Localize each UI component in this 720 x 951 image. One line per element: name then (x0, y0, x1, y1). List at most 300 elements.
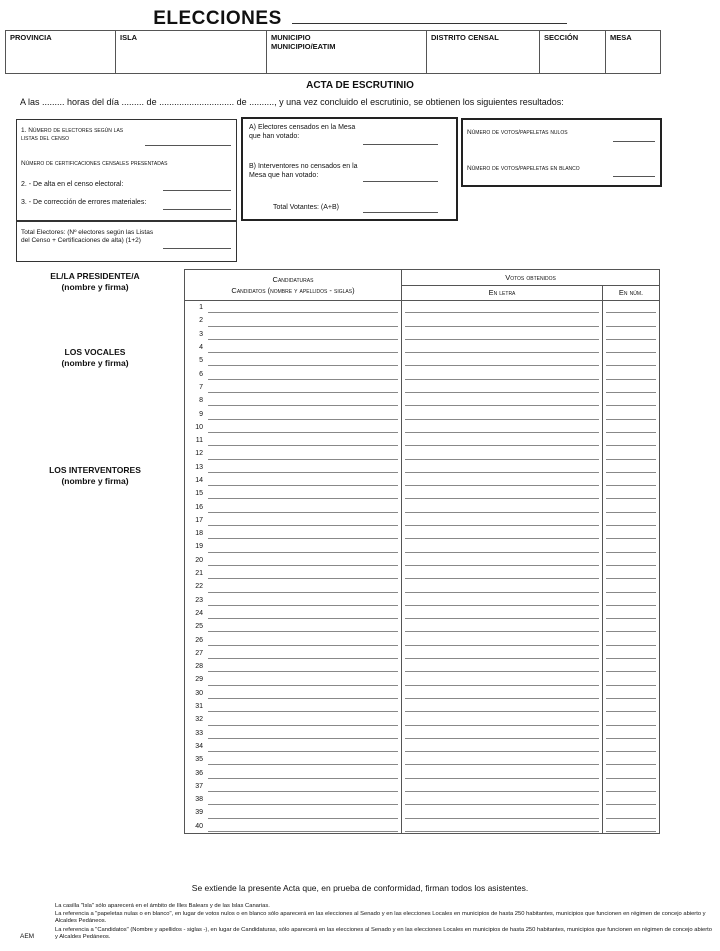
fill-line (405, 352, 599, 353)
fill-line (606, 658, 656, 659)
fill-line (606, 698, 656, 699)
votes-letter-field[interactable] (402, 793, 603, 806)
candidate-field[interactable] (205, 314, 402, 327)
row-number: 37 (185, 780, 206, 793)
fill-line (405, 685, 599, 686)
fill-line (606, 578, 656, 579)
candidate-field[interactable] (205, 580, 402, 593)
votes-number-field[interactable] (603, 687, 660, 700)
fill-line (208, 831, 398, 832)
candidate-field[interactable] (205, 687, 402, 700)
electores-box (16, 119, 237, 221)
votes-letter-field[interactable] (402, 633, 603, 646)
row-number: 30 (185, 687, 206, 700)
fill-line (208, 685, 398, 686)
row-number: 27 (185, 647, 206, 660)
votes-number-field[interactable] (603, 394, 660, 407)
candidate-field[interactable] (205, 607, 402, 620)
row-number: 3 (185, 328, 206, 341)
votes-number-field[interactable] (603, 554, 660, 567)
candidate-field[interactable] (205, 633, 402, 646)
votes-number-field[interactable] (603, 461, 660, 474)
candidate-field[interactable] (205, 301, 402, 315)
row-number: 17 (185, 514, 206, 527)
table-row (185, 567, 660, 580)
candidate-field[interactable] (205, 354, 402, 367)
votes-letter-field[interactable] (402, 567, 603, 580)
votes-letter-field[interactable] (402, 727, 603, 740)
fill-line (208, 778, 398, 779)
votes-letter-field[interactable] (402, 328, 603, 341)
fill-line (405, 552, 599, 553)
votes-letter-field[interactable] (402, 766, 603, 779)
votes-letter-field[interactable] (402, 580, 603, 593)
votes-letter-field[interactable] (402, 367, 603, 380)
votes-number-field[interactable] (603, 434, 660, 447)
blanco-label: Número de votos/papeletas en blanco (467, 165, 580, 172)
nulos-field[interactable] (613, 141, 655, 142)
votes-letter-field[interactable] (402, 540, 603, 553)
votes-number-field[interactable] (603, 500, 660, 513)
fill-line (208, 432, 398, 433)
fill-line (208, 711, 398, 712)
fill-line (208, 498, 398, 499)
candidate-field[interactable] (205, 527, 402, 540)
votes-number-field[interactable] (603, 381, 660, 394)
fill-line (208, 791, 398, 792)
fill-line (606, 352, 656, 353)
votes-number-field[interactable] (603, 328, 660, 341)
seccion-label: SECCIÓN (544, 33, 579, 42)
total-electores-box (16, 221, 237, 262)
votes-number-field[interactable] (603, 780, 660, 793)
votes-number-field[interactable] (603, 514, 660, 527)
candidate-field[interactable] (205, 500, 402, 513)
fill-line (208, 525, 398, 526)
votes-number-field[interactable] (603, 474, 660, 487)
votes-number-field[interactable] (603, 793, 660, 806)
fill-line (208, 312, 398, 313)
table-row (185, 301, 660, 315)
fill-line (405, 525, 599, 526)
votes-letter-field[interactable] (402, 514, 603, 527)
table-row (185, 407, 660, 420)
blanco-field[interactable] (613, 176, 655, 177)
intro-text: A las ......... horas del día ......... de .............................. de .........., y una vez concluido el escrutinio, se obtienen los siguientes resultados: (20, 97, 564, 107)
table-row (185, 727, 660, 740)
fill-line (405, 658, 599, 659)
fill-line (208, 339, 398, 340)
votes-letter-field[interactable] (402, 407, 603, 420)
fill-line (208, 725, 398, 726)
row-number: 16 (185, 500, 206, 513)
votes-number-field[interactable] (603, 753, 660, 766)
fill-line (606, 392, 656, 393)
candidate-field[interactable] (205, 487, 402, 500)
vocales-signature[interactable] (15, 347, 175, 369)
isla-label: ISLA (120, 33, 138, 42)
fill-line (405, 711, 599, 712)
table-row (185, 806, 660, 819)
fill-line (208, 405, 398, 406)
electores-censo-label: 1. Número de electores según las listas del censo (21, 127, 124, 142)
table-row (185, 514, 660, 527)
candidate-field[interactable] (205, 647, 402, 660)
fill-line (405, 432, 599, 433)
votes-number-field[interactable] (603, 527, 660, 540)
presidente-sublabel: (nombre y firma) (61, 282, 129, 292)
candidaturas-table (184, 269, 660, 834)
interventores-signature[interactable] (15, 465, 175, 487)
fill-line (405, 698, 599, 699)
table-row (185, 500, 660, 513)
candidate-field[interactable] (205, 740, 402, 753)
candidate-field[interactable] (205, 660, 402, 673)
row-number: 21 (185, 567, 206, 580)
candidate-field[interactable] (205, 461, 402, 474)
candidate-field[interactable] (205, 514, 402, 527)
votes-number-field[interactable] (603, 673, 660, 686)
candidate-field[interactable] (205, 367, 402, 380)
fill-line (208, 631, 398, 632)
fill-line (208, 512, 398, 513)
votes-number-field[interactable] (603, 633, 660, 646)
nulos-blanco-box (461, 118, 662, 187)
fill-line (606, 419, 656, 420)
fill-line (606, 326, 656, 327)
table-row (185, 341, 660, 354)
votes-letter-field[interactable] (402, 461, 603, 474)
votes-letter-field[interactable] (402, 820, 603, 834)
votes-letter-field[interactable] (402, 341, 603, 354)
votes-number-field[interactable] (603, 700, 660, 713)
fill-line (208, 698, 398, 699)
fill-line (405, 405, 599, 406)
fill-line (405, 725, 599, 726)
table-row (185, 314, 660, 327)
fill-line (606, 592, 656, 593)
fill-line (208, 419, 398, 420)
fill-line (606, 778, 656, 779)
mesa-cell[interactable] (606, 31, 661, 74)
row-number: 8 (185, 394, 206, 407)
fill-line (606, 538, 656, 539)
fill-line (405, 618, 599, 619)
fill-line (405, 472, 599, 473)
candidate-field[interactable] (205, 381, 402, 394)
fill-line (208, 764, 398, 765)
fill-line (405, 459, 599, 460)
row-number: 36 (185, 766, 206, 779)
table-row (185, 367, 660, 380)
row-number: 38 (185, 793, 206, 806)
votes-letter-field[interactable] (402, 381, 603, 394)
total-votantes-label: Total Votantes: (A+B) (273, 204, 339, 211)
votes-letter-field[interactable] (402, 806, 603, 819)
row-number: 13 (185, 461, 206, 474)
row-number: 34 (185, 740, 206, 753)
votos-header: Votos obtenidos (402, 270, 660, 286)
row-number: 39 (185, 806, 206, 819)
candidate-field[interactable] (205, 700, 402, 713)
candidate-field[interactable] (205, 540, 402, 553)
votes-number-field[interactable] (603, 766, 660, 779)
votes-number-field[interactable] (603, 341, 660, 354)
acta-title: ACTA DE ESCRUTINIO (306, 80, 414, 91)
fill-line (208, 645, 398, 646)
presidente-signature[interactable] (15, 271, 175, 293)
votes-letter-field[interactable] (402, 687, 603, 700)
nulos-label: Número de votos/papeletas nulos (467, 129, 568, 136)
row-number: 6 (185, 367, 206, 380)
votes-letter-field[interactable] (402, 434, 603, 447)
distrito-label: DISTRITO CENSAL (431, 33, 499, 42)
votes-letter-field[interactable] (402, 474, 603, 487)
votes-number-field[interactable] (603, 367, 660, 380)
table-row (185, 660, 660, 673)
votes-letter-field[interactable] (402, 740, 603, 753)
votes-number-field[interactable] (603, 820, 660, 834)
fill-line (405, 565, 599, 566)
votes-number-field[interactable] (603, 421, 660, 434)
fill-line (606, 405, 656, 406)
votes-letter-field[interactable] (402, 620, 603, 633)
votes-letter-field[interactable] (402, 301, 603, 315)
candidate-field[interactable] (205, 421, 402, 434)
row-number: 1 (185, 301, 206, 315)
fill-line (606, 764, 656, 765)
table-row (185, 594, 660, 607)
votes-letter-field[interactable] (402, 713, 603, 726)
fill-line (606, 339, 656, 340)
votes-letter-field[interactable] (402, 647, 603, 660)
votes-number-field[interactable] (603, 301, 660, 315)
votes-letter-field[interactable] (402, 447, 603, 460)
fill-line (405, 592, 599, 593)
fill-line (606, 631, 656, 632)
candidate-field[interactable] (205, 620, 402, 633)
votes-number-field[interactable] (603, 567, 660, 580)
fill-line (405, 578, 599, 579)
row-number: 24 (185, 607, 206, 620)
censados-field[interactable] (363, 144, 438, 145)
candidate-field[interactable] (205, 673, 402, 686)
table-row (185, 447, 660, 460)
candidate-field[interactable] (205, 474, 402, 487)
fill-line (208, 365, 398, 366)
alta-field[interactable] (163, 190, 231, 191)
table-row (185, 461, 660, 474)
votes-number-field[interactable] (603, 713, 660, 726)
table-row (185, 820, 660, 834)
footnote-isla: La casilla "Isla" sólo aparecerá en el ámbito de Illes Balears y de las Islas Canarias. (55, 903, 270, 909)
votes-number-field[interactable] (603, 594, 660, 607)
votes-letter-field[interactable] (402, 594, 603, 607)
votes-letter-field[interactable] (402, 354, 603, 367)
candidate-field[interactable] (205, 793, 402, 806)
candidaturas-header-2: Candidatos (nombre y apellidos - siglas) (231, 286, 355, 295)
votes-letter-field[interactable] (402, 673, 603, 686)
votes-number-field[interactable] (603, 806, 660, 819)
votes-number-field[interactable] (603, 354, 660, 367)
row-number: 14 (185, 474, 206, 487)
table-row (185, 540, 660, 553)
votes-letter-field[interactable] (402, 527, 603, 540)
fill-line (606, 565, 656, 566)
candidate-field[interactable] (205, 328, 402, 341)
votes-number-field[interactable] (603, 407, 660, 420)
fill-line (405, 804, 599, 805)
fill-line (208, 605, 398, 606)
fill-line (208, 618, 398, 619)
votes-letter-field[interactable] (402, 314, 603, 327)
votes-number-field[interactable] (603, 540, 660, 553)
fill-line (606, 645, 656, 646)
row-number: 35 (185, 753, 206, 766)
row-number: 22 (185, 580, 206, 593)
votes-number-field[interactable] (603, 620, 660, 633)
table-row (185, 434, 660, 447)
table-row (185, 421, 660, 434)
table-row (185, 580, 660, 593)
fill-line (606, 618, 656, 619)
total-electores-label: Total Electores: (Nº electores según las Listas del Censo + Certificaciones de alta) (1+2) (21, 229, 154, 244)
provincia-cell[interactable] (6, 31, 116, 74)
row-number: 7 (185, 381, 206, 394)
fill-line (208, 552, 398, 553)
candidate-field[interactable] (205, 753, 402, 766)
correccion-label: 3. - De corrección de errores materiales: (21, 199, 147, 206)
candidate-field[interactable] (205, 407, 402, 420)
row-number: 28 (185, 660, 206, 673)
fill-line (405, 498, 599, 499)
alta-label: 2. - De alta en el censo electoral: (21, 181, 124, 188)
no-censados-field[interactable] (363, 181, 438, 182)
fill-line (208, 538, 398, 539)
candidate-field[interactable] (205, 434, 402, 447)
votes-number-field[interactable] (603, 580, 660, 593)
correccion-field[interactable] (163, 209, 231, 210)
fill-line (405, 379, 599, 380)
fill-line (405, 605, 599, 606)
seccion-cell[interactable] (540, 31, 606, 74)
votes-number-field[interactable] (603, 660, 660, 673)
fill-line (606, 831, 656, 832)
isla-cell[interactable] (116, 31, 267, 74)
fill-line (606, 552, 656, 553)
distrito-cell[interactable] (427, 31, 540, 74)
fill-line (208, 485, 398, 486)
fill-line (405, 339, 599, 340)
fill-line (405, 751, 599, 752)
votes-number-field[interactable] (603, 740, 660, 753)
votes-letter-field[interactable] (402, 607, 603, 620)
votes-letter-field[interactable] (402, 753, 603, 766)
title-fill-line[interactable] (292, 23, 567, 24)
votes-number-field[interactable] (603, 647, 660, 660)
candidate-field[interactable] (205, 594, 402, 607)
candidate-field[interactable] (205, 820, 402, 834)
votes-letter-field[interactable] (402, 780, 603, 793)
candidaturas-rows (185, 301, 660, 834)
candidate-field[interactable] (205, 713, 402, 726)
candidate-field[interactable] (205, 806, 402, 819)
votes-letter-field[interactable] (402, 394, 603, 407)
fill-line (606, 605, 656, 606)
row-number: 40 (185, 820, 206, 834)
en-letra-header: En letra (402, 285, 603, 301)
fill-line (405, 738, 599, 739)
total-votantes-field[interactable] (363, 212, 438, 213)
total-electores-field[interactable] (163, 248, 231, 249)
fill-line (606, 379, 656, 380)
table-row (185, 766, 660, 779)
fill-line (405, 445, 599, 446)
fill-line (208, 379, 398, 380)
votes-number-field[interactable] (603, 607, 660, 620)
votes-number-field[interactable] (603, 447, 660, 460)
candidate-field[interactable] (205, 780, 402, 793)
no-censados-label: B) Interventores no censados en la Mesa que han votado: (249, 163, 358, 179)
fill-line (606, 512, 656, 513)
fill-line (405, 485, 599, 486)
votantes-box (241, 117, 458, 221)
candidate-field[interactable] (205, 554, 402, 567)
fill-line (405, 645, 599, 646)
table-row (185, 527, 660, 540)
municipio-label: MUNICIPIO MUNICIPIO/EATIM (271, 33, 336, 51)
fill-line (606, 432, 656, 433)
candidate-field[interactable] (205, 394, 402, 407)
candidate-field[interactable] (205, 727, 402, 740)
fill-line (606, 525, 656, 526)
title-text: ELECCIONES (153, 8, 282, 29)
fill-line (606, 445, 656, 446)
table-row (185, 394, 660, 407)
votes-letter-field[interactable] (402, 500, 603, 513)
candidate-field[interactable] (205, 766, 402, 779)
row-number: 2 (185, 314, 206, 327)
votes-letter-field[interactable] (402, 487, 603, 500)
municipio-cell[interactable] (267, 31, 427, 74)
table-row (185, 687, 660, 700)
fill-line (208, 565, 398, 566)
votes-number-field[interactable] (603, 727, 660, 740)
votes-letter-field[interactable] (402, 421, 603, 434)
candidate-field[interactable] (205, 447, 402, 460)
censados-label: A) Electores censados en la Mesa que han votado: (249, 124, 356, 140)
votes-letter-field[interactable] (402, 554, 603, 567)
votes-letter-field[interactable] (402, 660, 603, 673)
fill-line (208, 445, 398, 446)
fill-line (208, 671, 398, 672)
votes-number-field[interactable] (603, 314, 660, 327)
row-number: 9 (185, 407, 206, 420)
votes-letter-field[interactable] (402, 700, 603, 713)
candidaturas-header (185, 270, 402, 301)
row-number: 11 (185, 434, 206, 447)
table-row (185, 620, 660, 633)
fill-line (405, 831, 599, 832)
row-number: 12 (185, 447, 206, 460)
candidate-field[interactable] (205, 341, 402, 354)
electores-censo-field[interactable] (145, 145, 231, 146)
table-row (185, 700, 660, 713)
candidate-field[interactable] (205, 567, 402, 580)
row-number: 4 (185, 341, 206, 354)
votes-number-field[interactable] (603, 487, 660, 500)
fill-line (208, 592, 398, 593)
